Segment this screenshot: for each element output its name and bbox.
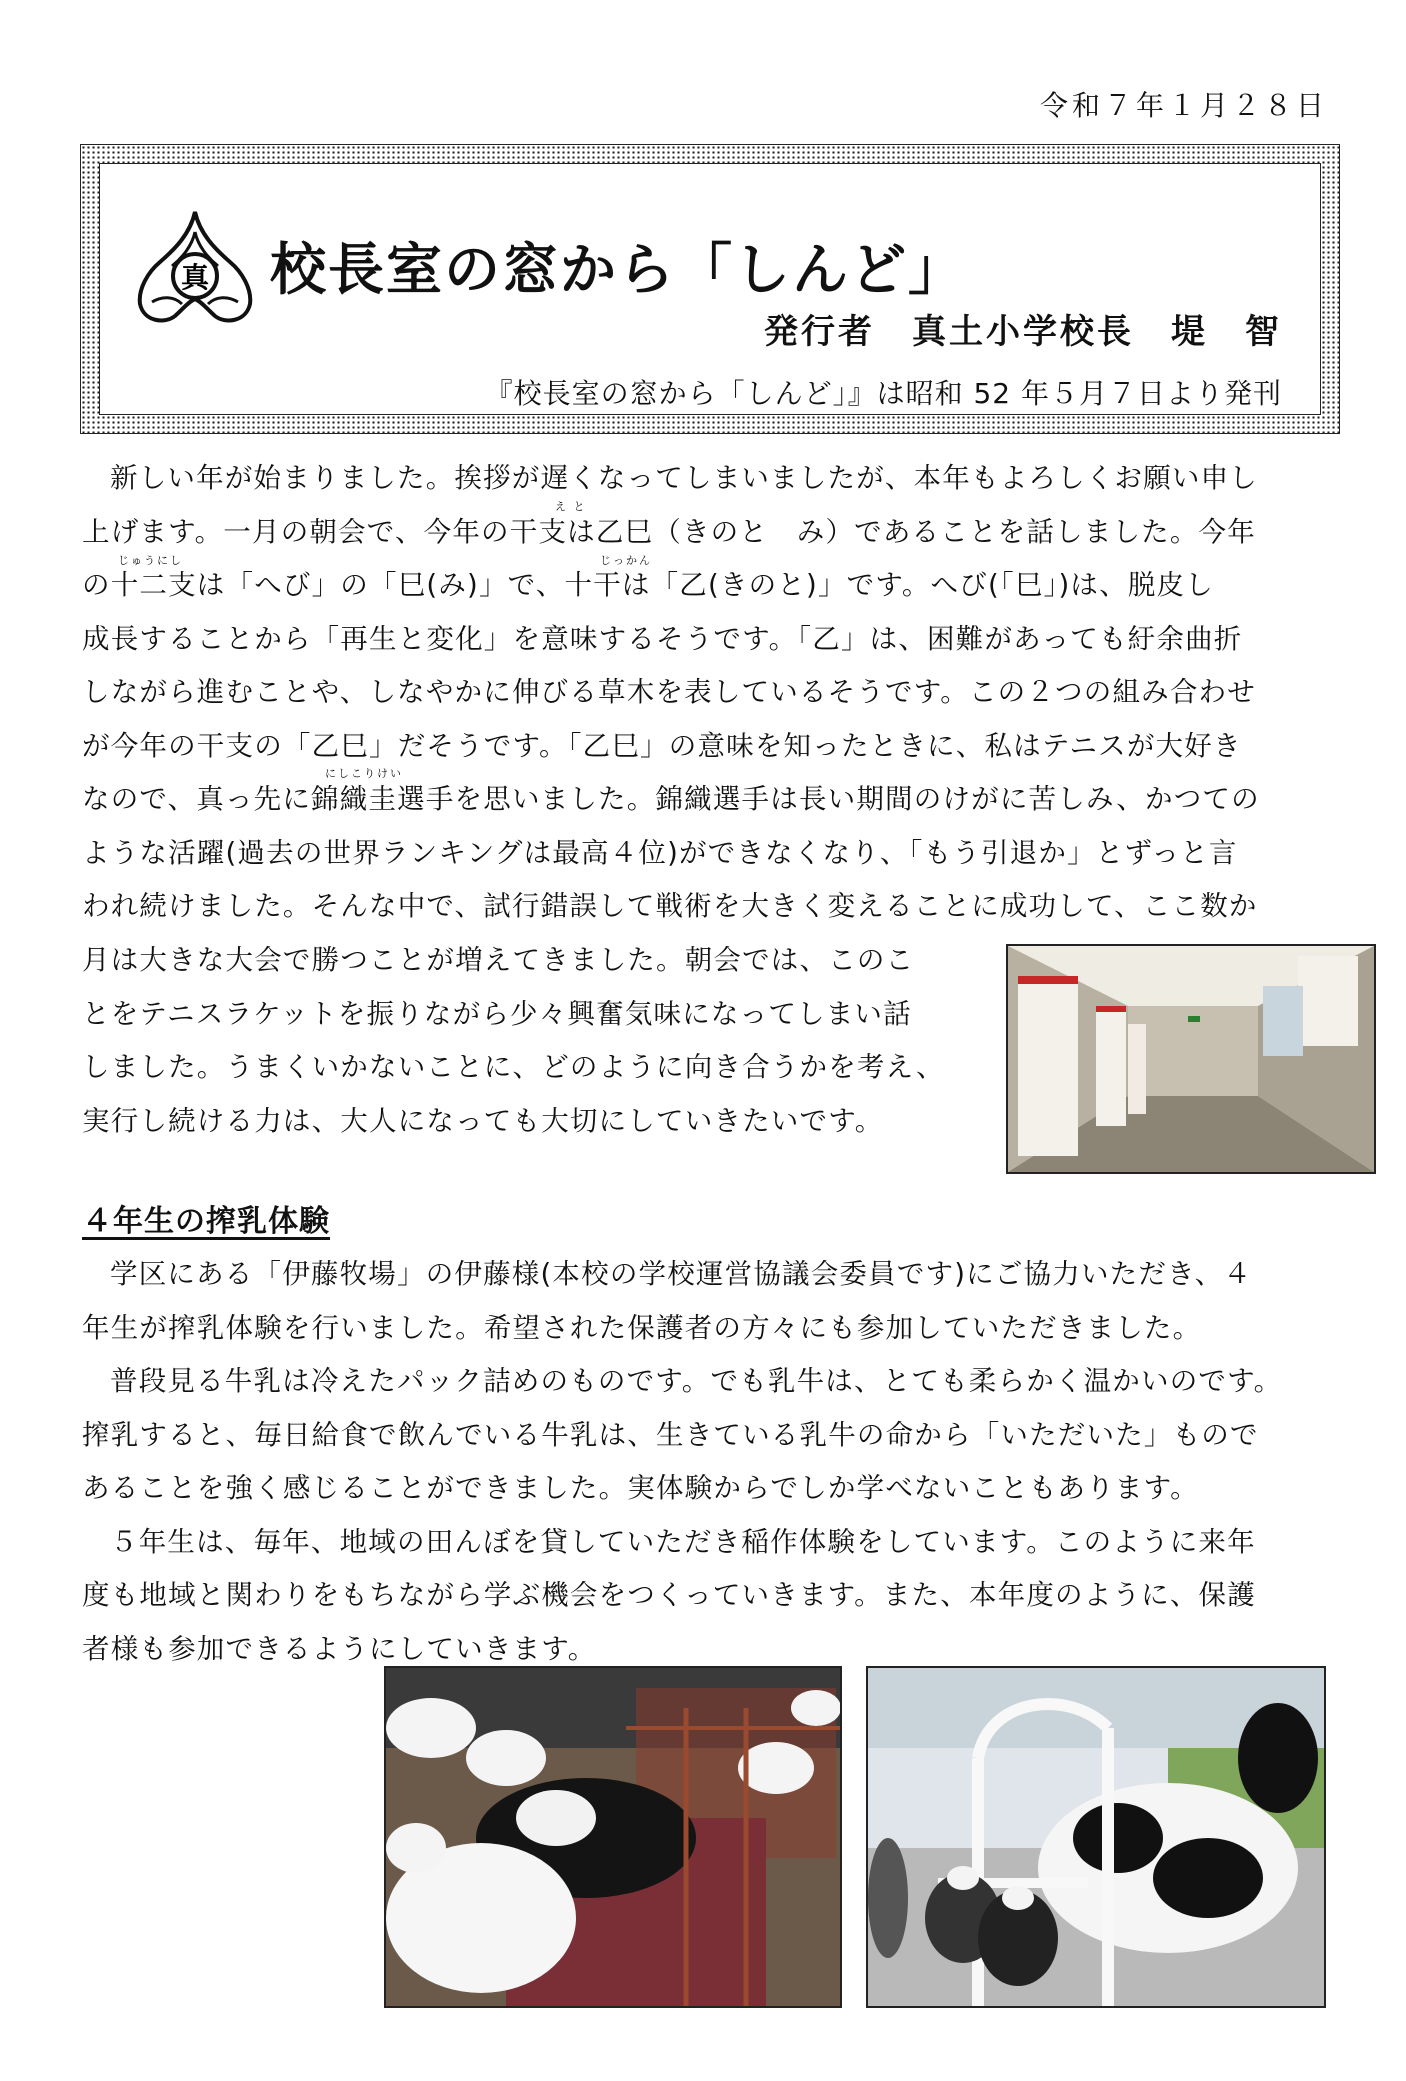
intro-line: しながら進むことや、しなやかに伸びる草木を表しているそうです。この２つの組み合わせ (82, 676, 1256, 708)
section-line: 普段見る牛乳は冷えたパック詰めのものです。でも乳牛は、とても柔らかく温かいのです。 (110, 1365, 1283, 1397)
section-line: 度も地域と関わりをもちながら学ぶ機会をつくっていきます。また、本年度のように、保護 (82, 1579, 1256, 1611)
section-line: 者様も参加できるようにしていきます。 (82, 1632, 597, 1665)
intro-line: が今年の干支の「乙巳」だそうです。「乙巳」の意味を知ったときに、私はテニスが大好き (82, 729, 1242, 762)
founding-note: 『校長室の窓から「しんど」』は昭和 52 年５月７日より発刊 (484, 377, 1282, 410)
ruby-eto: え と (555, 500, 587, 513)
section-line: 年生が搾乳体験を行いました。希望された保護者の方々にも参加していただきました。 (82, 1311, 1202, 1344)
section-heading: ４年生の搾乳体験 (82, 1204, 330, 1239)
intro-line: とをテニスラケットを振りながら少々興奮気味になってしまい話 (82, 997, 912, 1030)
intro-paragraph (82, 452, 1332, 934)
masthead-inner (99, 163, 1321, 415)
section-line: 搾乳すると、毎日給食で飲んでいる牛乳は、生きている乳牛の命から「いただいた」もので (82, 1418, 1259, 1451)
intro-line: なので、真っ先に錦織圭選手を思いました。錦織選手は長い期間のけがに苦しみ、かつての (82, 783, 1260, 815)
ruby-juunishi: じゅうにし (118, 554, 183, 567)
milking-section (82, 1248, 1332, 1676)
intro-line: の十二支は「へび」の「巳(み)」で、十干は「乙(きのと)」です。へび(「巳」)は、脱皮し (82, 569, 1214, 601)
intro-line: 新しい年が始まりました。挨拶が遅くなってしまいましたが、本年もよろしくお願い申し (110, 462, 1258, 494)
intro-paragraph-wrapped (82, 934, 982, 1148)
section-line: 学区にある「伊藤牧場」の伊藤様(本校の学校運営協議会委員です)にご協力いただき、４ (110, 1258, 1253, 1290)
section-line: あることを強く感じることができました。実体験からでしか学べないこともあります。 (82, 1472, 1199, 1504)
intro-line: ような活躍(過去の世界ランキングは最高４位)ができなくなり、「もう引退か」とずっと言 (82, 836, 1238, 869)
intro-line: 上げます。一月の朝会で、今年の干支は乙巳（きのと み）であることを話しました。今年 (82, 515, 1256, 548)
ruby-nishikori: にしこりけい (325, 767, 403, 780)
calf-pen-photo (384, 1666, 842, 2008)
issue-date: 令和７年１月２８日 (1039, 89, 1328, 122)
hallway-photo (1006, 944, 1376, 1174)
svg-text:真: 真 (180, 261, 210, 294)
publisher-line: 発行者 真土小学校長 堤 智 (764, 312, 1282, 352)
intro-line: われ続けました。そんな中で、試行錯誤して戦術を大きく変えることに成功して、ここ数か (82, 890, 1258, 922)
ruby-jikkan: じっかん (600, 554, 652, 567)
intro-line: 成長することから「再生と変化」を意味するそうです。「乙」は、困難があっても紆余曲折 (82, 622, 1243, 655)
intro-line: 実行し続ける力は、大人になっても大切にしていきたいです。 (82, 1104, 884, 1137)
milking-photo (866, 1666, 1326, 2008)
newsletter-title: 校長室の窓から「しんど」 (270, 238, 966, 303)
school-emblem-icon (130, 204, 260, 334)
intro-line: 月は大きな大会で勝つことが増えてきました。朝会では、このこ (82, 944, 915, 976)
intro-line: しました。うまくいかないことに、どのように向き合うかを考え、 (82, 1051, 945, 1083)
section-line: ５年生は、毎年、地域の田んぼを貸していただき稲作体験をしています。このように来年 (110, 1525, 1256, 1558)
masthead (80, 144, 1340, 434)
